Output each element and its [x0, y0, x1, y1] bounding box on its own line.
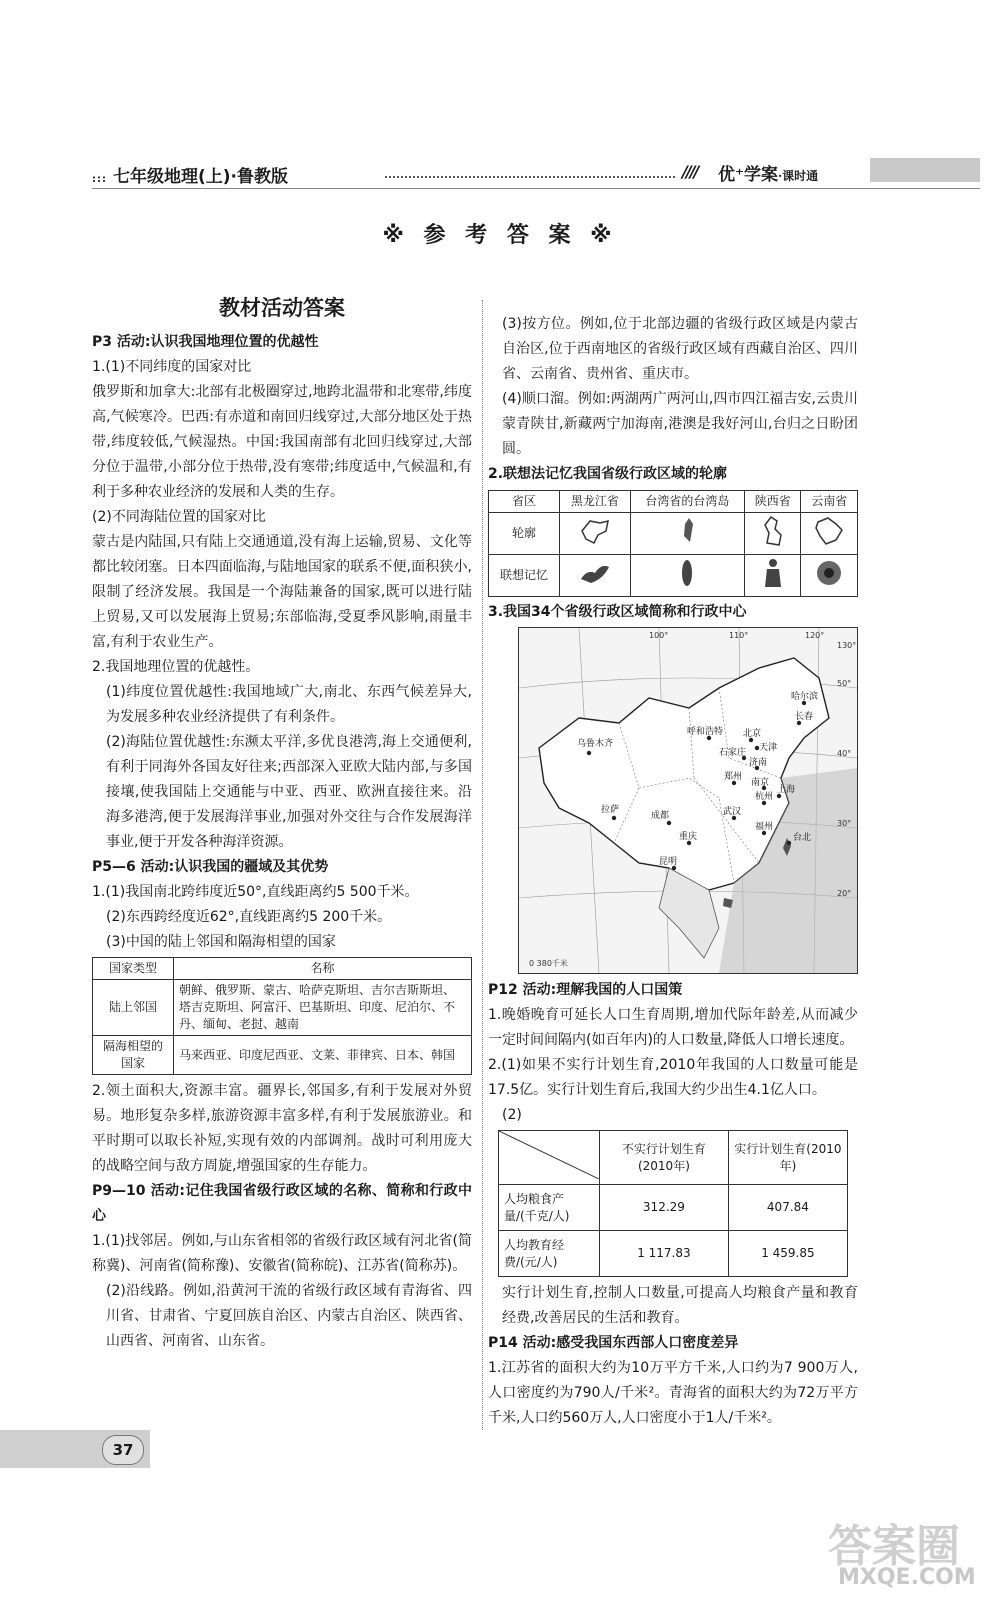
city-label: 郑州	[724, 772, 743, 782]
city-label: 上海	[777, 785, 796, 795]
table-cell: 407.84	[728, 1185, 847, 1231]
answer-line: (2)东西跨经度近62°,直线距离约5 200千米。	[106, 909, 392, 925]
table-header: 国家类型	[93, 958, 174, 980]
city-label: 福州	[755, 822, 774, 832]
table-header: 不实行计划生育(2010年)	[600, 1131, 729, 1185]
answer-line: 2.我国地理位置的优越性。	[92, 659, 260, 675]
swan-icon	[559, 555, 630, 597]
activity-heading: P3 活动:认识我国地理位置的优越性	[92, 334, 319, 350]
answer-para: 俄罗斯和加拿大:北部有北极圈穿过,地跨北温带和北寒带,纬度高,气候寒冷。巴西:有赤道和南回归线穿过,大部分地区处于热带,纬度较低,气候湿热。中国:我国南部有北回归线穿过,大部分位于温带,小部分位于热带,没有寒带;纬度适中,气候温和,有利于多种农业经济的发展和人类的生存。	[92, 384, 472, 500]
latitude-label: 50°	[837, 679, 852, 688]
answer-para: 蒙古是内陆国,只有陆上交通通道,没有海上运输,贸易、文化等都比较闭塞。日本四面临海,与陆地国家的联系不便,面积狭小,限制了经济发展。我国是一个海陆兼备的国家,既可以进行陆上贸易,又可以发展海上贸易;东部临海,受夏季风影响,雨量丰富,有利于农业生产。	[92, 534, 472, 650]
map-scale: 0 380千米	[529, 959, 568, 968]
activity-heading: P9—10 活动:记住我国省级行政区域的名称、简称和行政中心	[92, 1183, 472, 1224]
city-label: 南京	[751, 778, 770, 788]
city-label: 成都	[651, 811, 670, 821]
series-name: 优⁺学案·课时通	[718, 165, 819, 185]
table-header: 省区	[489, 491, 560, 513]
province-outline-icon	[744, 513, 800, 555]
answer-para: 1.江苏省的面积大约为10万平方千米,人口约为7 900万人,人口密度约为790人/千米²。青海省的面积大约为72万平方千米,人口约560万人,人口密度小于1人/千米²。	[488, 1360, 858, 1426]
city-label: 石家庄	[719, 748, 747, 758]
answer-para: 1.晚婚晚育可延长人口生育周期,增加代际年龄差,从而减少一定时间间隔内(如百年内)的人口数量,降低人口增长速度。	[488, 1007, 858, 1048]
table-header: 黑龙江省	[559, 491, 630, 513]
longitude-label: 110°	[729, 631, 749, 640]
city-label: 武汉	[723, 807, 742, 817]
section-title: 教材活动答案	[219, 296, 345, 320]
watermark-url: MXQE.COM	[838, 1565, 976, 1590]
page-number: 37	[102, 1435, 144, 1465]
city-label: 济南	[749, 758, 768, 768]
answer-para: 2.领土面积大,资源丰富。疆界长,邻国多,有利于发展对外贸易。地形复杂多样,旅游资源丰富多样,有利于发展旅游业。和平时期可以取长补短,实现有效的内部调剂。战时可利用庞大的战略空间与敌方周旋,增强国家的生存能力。	[92, 1083, 472, 1174]
table-row	[489, 555, 858, 597]
table-cell: 轮廓	[489, 513, 560, 555]
answer-line: (2)	[502, 1107, 522, 1123]
city-label: 天津	[759, 743, 778, 753]
table-cell: 312.29	[600, 1185, 729, 1231]
answer-line: 1.(1)我国南北跨纬度近50°,直线距离约5 500千米。	[92, 884, 419, 900]
header-slashes: ////	[682, 162, 698, 181]
activity-heading: P14 活动:感受我国东西部人口密度差异	[488, 1335, 739, 1351]
table-row	[499, 1231, 848, 1277]
table-corner	[499, 1131, 600, 1185]
city-label: 长春	[795, 712, 814, 722]
header-band	[870, 158, 980, 182]
activity-heading: P5—6 活动:认识我国的疆域及其优势	[92, 859, 329, 875]
shape-table	[488, 490, 858, 597]
sweet-potato-icon	[630, 555, 744, 597]
city-label: 台北	[793, 833, 812, 843]
table-header: 名称	[174, 958, 472, 980]
latitude-label: 20°	[837, 889, 852, 898]
answer-para: (2)沿线路。例如,沿黄河干流的省级行政区域有青海省、四川省、甘肃省、宁夏回族自治区、内蒙古自治区、陕西省、山西省、河南省、山东省。	[106, 1283, 472, 1349]
city-label: 呼和浩特	[687, 727, 724, 737]
city-label: 乌鲁木齐	[577, 739, 614, 749]
answer-para: (4)顺口溜。例如:两湖两广两河山,四市四江福吉安,云贵川蒙青陕甘,新藏两宁加海南,港澳是我好河山,台归之日盼团圆。	[502, 391, 858, 457]
answer-line: (3)中国的陆上邻国和隔海相望的国家	[106, 934, 336, 950]
table-cell: 1 459.85	[728, 1231, 847, 1277]
answer-para: (3)按方位。例如,位于北部边疆的省级行政区域是内蒙古自治区,位于西南地区的省级行政区域有西藏自治区、四川省、云南省、贵州省、重庆市。	[502, 316, 858, 382]
china-map	[518, 627, 858, 974]
peacock-icon	[801, 555, 858, 597]
map-graphic	[519, 628, 857, 973]
city-label: 北京	[743, 729, 762, 739]
left-column	[92, 330, 472, 1354]
answer-para: 2.(1)如果不实行计划生育,2010年我国的人口数量可能是17.5亿。实行计划生育后,我国大约少出生4.1亿人口。	[488, 1057, 858, 1098]
table-cell: 人均教育经费/(元/人)	[499, 1231, 600, 1277]
terracotta-warrior-icon	[744, 555, 800, 597]
neighbor-table	[92, 957, 472, 1075]
city-label: 哈尔滨	[791, 692, 819, 702]
longitude-label: 130°	[837, 641, 857, 650]
city-label: 杭州	[755, 792, 774, 802]
table-header: 云南省	[801, 491, 858, 513]
city-label: 重庆	[679, 832, 698, 842]
city-label: 昆明	[659, 857, 678, 867]
book-title: ::: 七年级地理(上)·鲁教版	[92, 167, 288, 187]
table-row	[489, 513, 858, 555]
answer-line: 2.联想法记忆我国省级行政区域的轮廓	[488, 466, 728, 482]
table-cell: 隔海相望的国家	[93, 1036, 174, 1075]
table-row	[93, 1036, 472, 1075]
province-outline-icon	[801, 513, 858, 555]
answer-line: 1.(1)不同纬度的国家对比	[92, 359, 252, 375]
table-row	[499, 1185, 848, 1231]
answer-para: 1.(1)找邻居。例如,与山东省相邻的省级行政区域有河北省(简称冀)、河南省(简称豫)、安徽省(简称皖)、江苏省(简称苏)。	[92, 1233, 472, 1274]
table-header: 陕西省	[744, 491, 800, 513]
longitude-label: 100°	[649, 631, 669, 640]
table-header: 实行计划生育(2010年)	[728, 1131, 847, 1185]
province-outline-icon	[630, 513, 744, 555]
table-cell: 朝鲜、俄罗斯、蒙古、哈萨克斯坦、吉尔吉斯斯坦、塔吉克斯坦、阿富汗、巴基斯坦、印度、尼泊尔、不丹、缅甸、老挝、越南	[174, 980, 472, 1036]
latitude-label: 40°	[837, 749, 852, 758]
table-cell: 联想记忆	[489, 555, 560, 597]
header-rule	[92, 188, 980, 189]
table-cell: 陆上邻国	[93, 980, 174, 1036]
longitude-label: 120°	[805, 631, 825, 640]
table-cell: 马来西亚、印度尼西亚、文莱、菲律宾、日本、韩国	[174, 1036, 472, 1075]
population-table	[498, 1130, 848, 1277]
header-dotted-line	[385, 176, 675, 178]
latitude-label: 30°	[837, 819, 852, 828]
answer-para: (2)海陆位置优越性:东濒太平洋,多优良港湾,海上交通便利,有利于同海外各国友好往来;西部深入亚欧大陆内部,与多国接壤,使我国陆上交通能与中亚、西亚、欧洲直接往来。沿海多港湾,便于发展海洋事业,加强对外交往与合作发展海洋事业,便于开发各种海洋资源。	[106, 734, 472, 850]
answer-line: 3.我国34个省级行政区域简称和行政中心	[488, 604, 747, 620]
city-label: 拉萨	[601, 805, 620, 815]
province-outline-icon	[559, 513, 630, 555]
answer-para: (1)纬度位置优越性:我国地域广大,南北、东西气候差异大,为发展多种农业经济提供了有利条件。	[106, 684, 472, 725]
table-header: 台湾省的台湾岛	[630, 491, 744, 513]
right-column	[488, 312, 858, 1431]
table-cell: 人均粮食产量/(千克/人)	[499, 1185, 600, 1231]
watermark-logo: 答案圈	[828, 1521, 960, 1572]
column-divider	[482, 300, 483, 1430]
answer-para: 实行计划生育,控制人口数量,可提高人均粮食产量和教育经费,改善居民的生活和教育。	[502, 1285, 858, 1326]
page-title: ※ 参 考 答 案 ※	[382, 223, 618, 248]
activity-heading: P12 活动:理解我国的人口国策	[488, 982, 683, 998]
table-cell: 1 117.83	[600, 1231, 729, 1277]
answer-line: (2)不同海陆位置的国家对比	[92, 509, 266, 525]
table-row	[93, 980, 472, 1036]
